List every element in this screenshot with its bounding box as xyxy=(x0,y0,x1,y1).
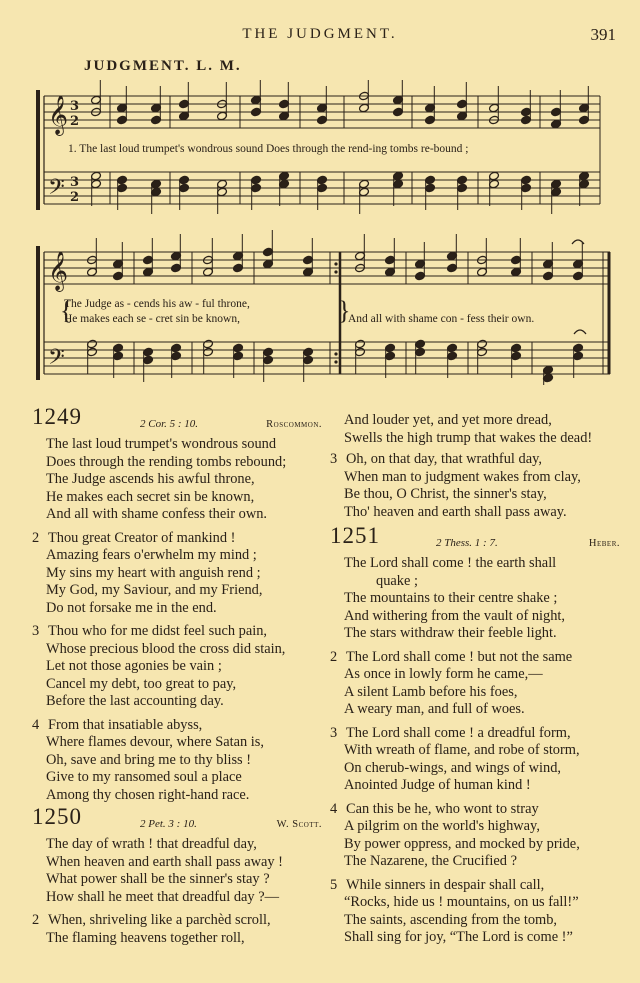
scripture-reference: 2 Pet. 3 : 10. xyxy=(140,818,197,830)
left-column xyxy=(32,404,322,947)
verse-line: Thou great Creator of mankind ! xyxy=(48,529,236,546)
running-title: THE JUDGMENT. xyxy=(242,26,398,42)
svg-text:3: 3 xyxy=(70,175,80,190)
verse-line: Cancel my debt, too great to pay, xyxy=(46,675,237,692)
hymn-1249-verse-2 xyxy=(32,530,322,618)
svg-text:𝄞: 𝄞 xyxy=(48,95,69,135)
music-score xyxy=(0,80,640,385)
page-number: 391 xyxy=(590,25,616,44)
hymn-1250-header xyxy=(32,804,322,836)
hymn-number: 1249 xyxy=(32,404,82,429)
verse-line: Anointed Judge of human kind ! xyxy=(344,777,531,793)
music-lyric-line-2c: And all with shame con - fess their own. xyxy=(348,313,535,325)
verse-line: On cherub-wings, and wings of wind, xyxy=(344,759,562,776)
verse-number: 3 xyxy=(330,724,338,741)
scripture-reference: 2 Cor. 5 : 10. xyxy=(140,418,199,430)
verse-number: 5 xyxy=(330,876,338,893)
verse-line: Oh, save and bring me to thy bliss ! xyxy=(46,751,252,768)
hymn-1249-verse-4 xyxy=(32,717,322,805)
svg-text:2: 2 xyxy=(70,190,80,205)
verse-number: 2 xyxy=(32,912,40,928)
hymn-1251-verse-2 xyxy=(330,649,620,719)
verse-line: My sins my heart with anguish rend ; xyxy=(46,564,261,581)
verse-line: What power shall be the sinner's stay ? xyxy=(46,871,270,887)
hymn-number: 1251 xyxy=(330,523,380,548)
verse-line: A weary man, and full of woes. xyxy=(344,701,525,717)
verse-line: And all with shame confess their own. xyxy=(46,506,268,522)
hymn-1249-header xyxy=(32,404,322,436)
verse-line: quake ; xyxy=(376,572,418,589)
verse-number: 4 xyxy=(330,800,338,817)
hymn-1251-verse-4 xyxy=(330,801,620,871)
verse-line: The Nazarene, the Crucified ? xyxy=(344,853,517,869)
verse-line: With wreath of flame, and robe of storm, xyxy=(344,742,580,758)
verse-line: Let not those agonies be vain ; xyxy=(46,658,222,674)
svg-text:𝄞: 𝄞 xyxy=(48,251,69,291)
verse-line: Do not forsake me in the end. xyxy=(46,599,217,616)
verse-line: When, shriveling like a parchèd scroll, xyxy=(48,912,271,928)
verse-line: Amazing fears o'erwhelm my mind ; xyxy=(46,547,257,563)
repeat-dot xyxy=(334,352,337,355)
verse-line: Be thou, O Christ, the sinner's stay, xyxy=(344,486,547,502)
verse-line: Swells the high trump that wakes the dead! xyxy=(344,429,593,446)
repeat-dot xyxy=(334,360,337,363)
verse-number: 4 xyxy=(32,716,40,733)
scripture-reference: 2 Thess. 1 : 7. xyxy=(436,537,498,549)
hymn-1249-verse-3 xyxy=(32,623,322,711)
verse-line: Shall sing for joy, “The Lord is come !” xyxy=(344,929,573,945)
verse-number: 2 xyxy=(330,648,338,665)
verse-number: 3 xyxy=(32,623,40,639)
verse-line: How shall he meet that dreadful day ?— xyxy=(46,888,279,905)
verse-line: As once in lowly form he came,— xyxy=(344,666,543,682)
braces-and-barlines xyxy=(38,90,609,380)
verse-line: Before the last accounting day. xyxy=(46,693,224,709)
verse-line: The Lord shall come ! but not the same xyxy=(346,648,573,665)
hymn-1251-verse-5 xyxy=(330,877,620,947)
verse-line: From that insatiable abyss, xyxy=(48,716,203,733)
author: Roscommon. xyxy=(266,419,322,430)
verse-line: “Rocks, hide us ! mountains, on us fall!” xyxy=(344,894,579,910)
svg-text:𝄢: 𝄢 xyxy=(48,345,65,375)
verse-line: He makes each secret sin be known, xyxy=(46,488,255,505)
verse-line: Where flames devour, where Satan is, xyxy=(46,734,264,750)
verse-line: The mountains to their centre shake ; xyxy=(344,590,558,606)
verse-line: The day of wrath ! that dreadful day, xyxy=(46,836,257,852)
tune-name: JUDGMENT. L. M. xyxy=(84,58,242,74)
hymn-1249-verse-1 xyxy=(32,436,322,524)
verse-line: The Judge ascends his awful throne, xyxy=(46,471,255,487)
lyric-brace-right: } xyxy=(338,296,351,325)
verse-line: When man to judgment wakes from clay, xyxy=(344,468,581,485)
verse-line: The flaming heavens together roll, xyxy=(46,929,245,946)
hymn-1251-header xyxy=(330,523,620,555)
verse-line: Thou who for me didst feel such pain, xyxy=(48,623,268,639)
verse-number: 2 xyxy=(32,529,40,546)
hymn-1250-verse-2-continued xyxy=(330,412,620,447)
music-lyric-line-2b: He makes each se - cret sin be known, xyxy=(64,313,240,325)
svg-text:𝄢: 𝄢 xyxy=(48,175,65,205)
repeat-dot xyxy=(334,262,337,265)
author: Heber. xyxy=(588,538,620,549)
fermata xyxy=(574,330,586,334)
hymn-1251-verse-1 xyxy=(330,555,620,643)
verse-line: Oh, on that day, that wrathful day, xyxy=(346,451,542,467)
verse-line: And louder yet, and yet more dread, xyxy=(344,412,552,428)
hymn-1250-verse-1 xyxy=(32,836,322,906)
verse-line: And withering from the vault of night, xyxy=(344,607,566,624)
verse-line: A pilgrim on the world's highway, xyxy=(344,818,540,834)
verse-line: My God, my Saviour, and my Friend, xyxy=(46,582,263,598)
repeat-dot xyxy=(334,270,337,273)
right-column xyxy=(330,412,620,947)
verse-line: When heaven and earth shall pass away ! xyxy=(46,853,283,870)
hymn-number: 1250 xyxy=(32,804,82,829)
verse-line: Among thy chosen right-hand race. xyxy=(46,786,250,803)
hymn-1251-verse-3 xyxy=(330,725,620,795)
verse-number: 3 xyxy=(330,451,338,467)
verse-line: The saints, ascending from the tomb, xyxy=(344,911,558,928)
verse-line: The Lord shall come ! the earth shall xyxy=(344,555,557,571)
svg-text:2: 2 xyxy=(70,114,80,129)
verse-line: The Lord shall come ! a dreadful form, xyxy=(346,724,571,741)
verse-line: The last loud trumpet's wondrous sound xyxy=(46,436,277,452)
verse-line: By power oppress, and mocked by pride, xyxy=(344,835,580,852)
verse-line: Give to my ransomed soul a place xyxy=(46,769,242,785)
music-lyric-line-1: 1. The last loud trumpet's wondrous sound Does through the rend-ing tombs re-bound ; xyxy=(68,143,469,155)
verse-line: The stars withdraw their feeble light. xyxy=(344,625,557,641)
verse-line: A silent Lamb before his foes, xyxy=(344,683,518,700)
lyric-brace-left: { xyxy=(60,296,73,325)
verse-line: While sinners in despair shall call, xyxy=(346,876,545,893)
hymn-1250-verse-3 xyxy=(330,451,620,521)
staff-lines xyxy=(44,96,610,374)
hymn-1250-verse-2 xyxy=(32,912,322,947)
verse-line: Does through the rending tombs rebound; xyxy=(46,453,287,470)
notes xyxy=(87,80,590,385)
author: W. Scott. xyxy=(276,819,322,830)
music-lyric-line-2a: The Judge as - cends his aw - ful throne, xyxy=(64,298,250,310)
svg-text:3: 3 xyxy=(70,99,80,114)
verse-line: Can this be he, who wont to stray xyxy=(346,800,539,817)
verse-line: Whose precious blood the cross did stain, xyxy=(46,640,286,657)
verse-line: Tho' heaven and earth shall pass away. xyxy=(344,503,567,520)
